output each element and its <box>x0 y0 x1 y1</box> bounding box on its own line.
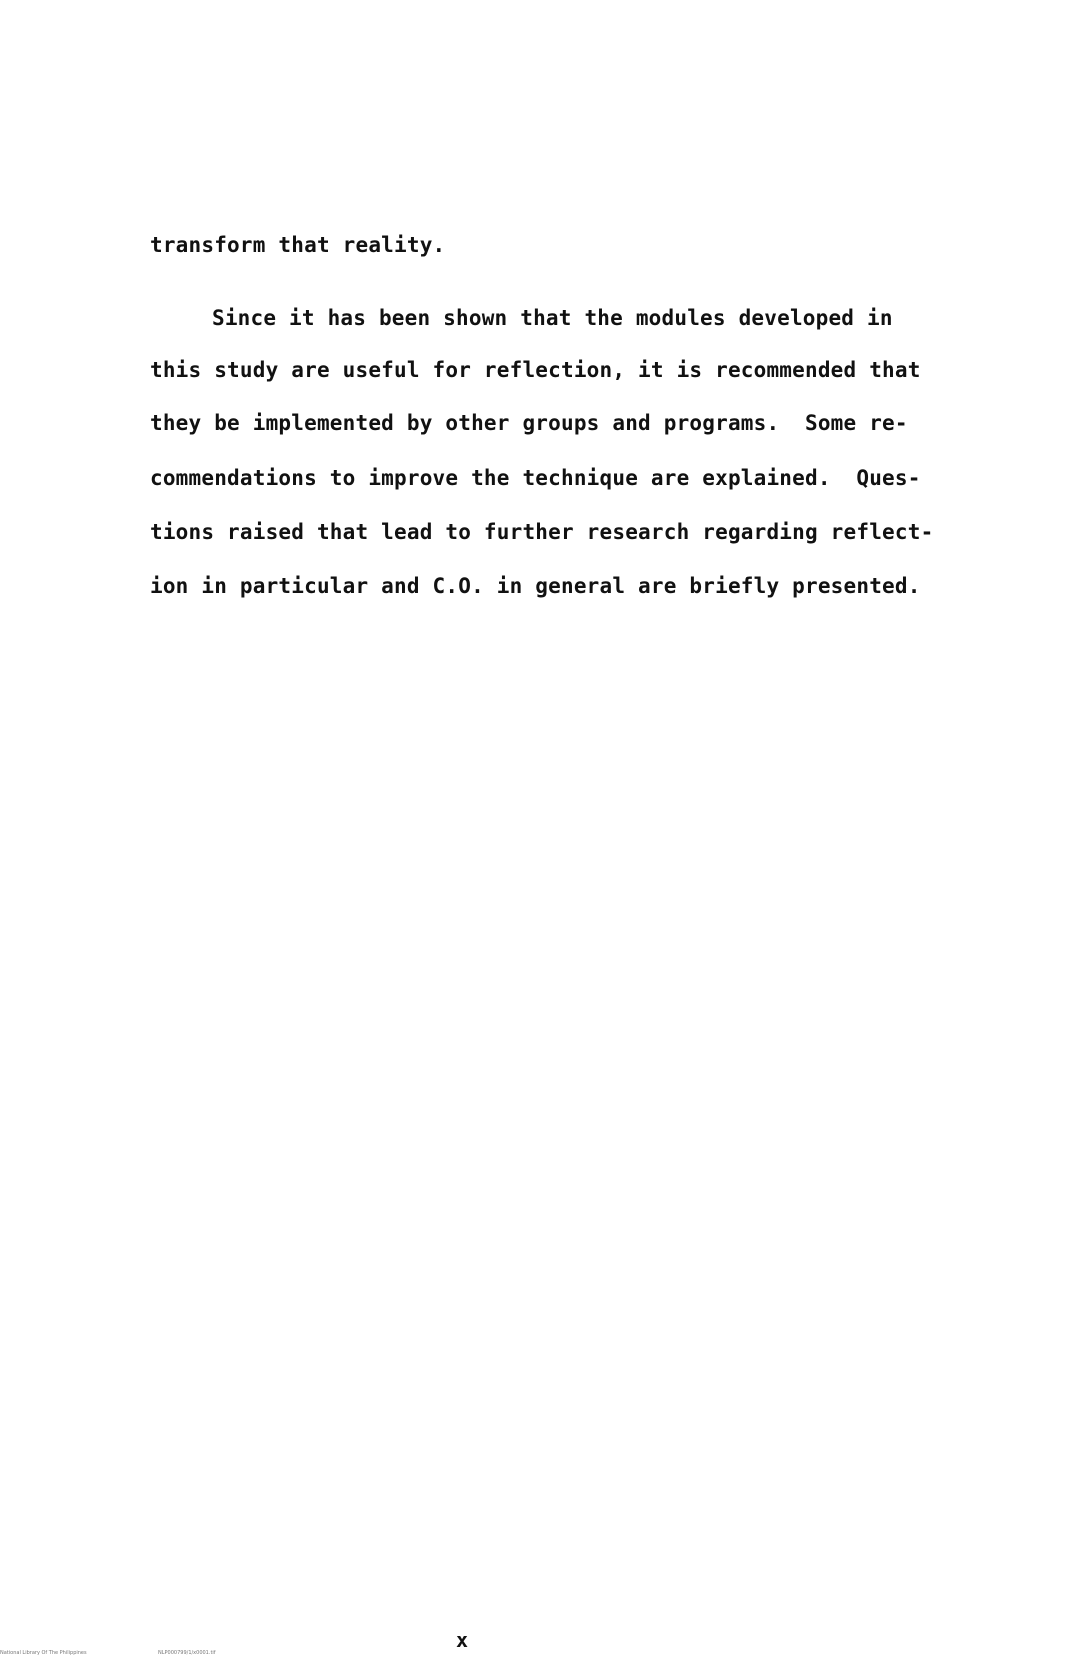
text-line-3: this study are useful for reflection, it is recommended that <box>150 358 921 382</box>
text-line-5: commendations to improve the technique are explained. Ques- <box>150 466 921 490</box>
footer-file-id: NLP000799/1/x0001.tif <box>158 1650 216 1656</box>
text-line-2: Since it has been shown that the modules developed in <box>212 306 893 330</box>
page-number: x <box>456 1628 469 1652</box>
text-line-4: they be implemented by other groups and programs. Some re- <box>150 411 908 435</box>
footer-library-name: National Library Of The Philippines <box>0 1650 87 1656</box>
text-line-1: transform that reality. <box>150 233 446 257</box>
text-line-7: ion in particular and C.O. in general are briefly presented. <box>150 574 921 598</box>
text-line-6: tions raised that lead to further research regarding reflect- <box>150 520 934 544</box>
